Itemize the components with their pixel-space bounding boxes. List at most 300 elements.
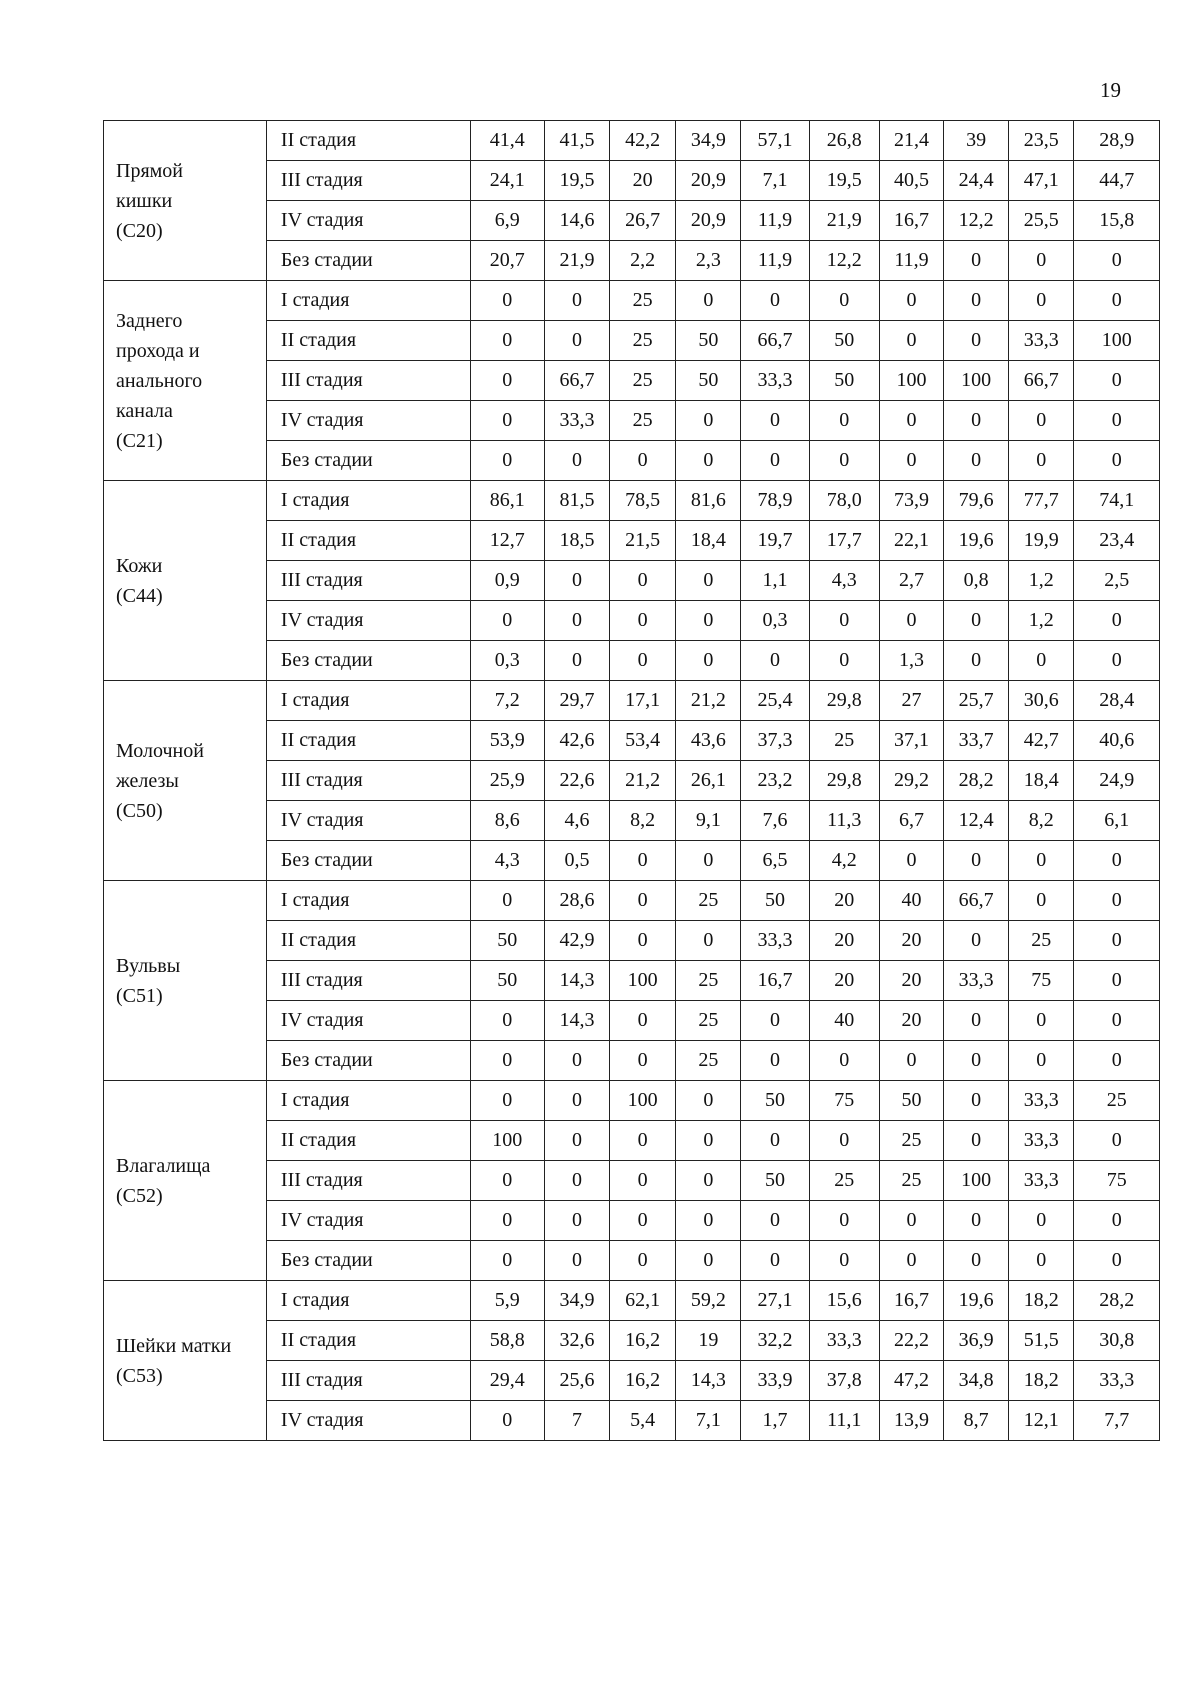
value-cell: 8,7 [944,1401,1009,1441]
value-cell: 17,1 [610,681,676,721]
stage-label: Без стадии [266,441,470,481]
value-cell: 20 [610,161,676,201]
value-cell: 0 [1009,241,1074,281]
value-cell: 0 [676,921,741,961]
value-cell: 0 [1009,1201,1074,1241]
value-cell: 0 [944,1001,1009,1041]
value-cell: 0 [879,601,943,641]
table-row [104,121,1160,161]
value-cell: 0 [470,321,544,361]
value-cell: 1,2 [1009,561,1074,601]
value-cell: 2,2 [610,241,676,281]
value-cell: 0 [610,921,676,961]
value-cell: 1,2 [1009,601,1074,641]
value-cell: 24,9 [1074,761,1160,801]
site-label [104,121,267,281]
value-cell: 7,6 [741,801,809,841]
value-cell: 37,8 [809,1361,879,1401]
value-cell: 20,9 [676,161,741,201]
value-cell: 28,2 [944,761,1009,801]
value-cell: 0 [470,1241,544,1281]
value-cell: 0 [1074,1241,1160,1281]
value-cell: 25 [676,1001,741,1041]
value-cell: 29,8 [809,761,879,801]
value-cell: 0,3 [470,641,544,681]
value-cell: 16,2 [610,1361,676,1401]
value-cell: 41,5 [544,121,609,161]
stage-label: IV стадия [266,1401,470,1441]
value-cell: 19,7 [741,521,809,561]
value-cell: 0 [610,641,676,681]
value-cell: 0 [1074,921,1160,961]
value-cell: 0 [676,1121,741,1161]
site-label-line: (С51) [116,984,163,1007]
value-cell: 34,9 [544,1281,609,1321]
value-cell: 18,4 [1009,761,1074,801]
value-cell: 0 [470,1041,544,1081]
table-row [104,1281,1160,1321]
site-label-line: (С44) [116,584,163,607]
stage-label: IV стадия [266,401,470,441]
value-cell: 36,9 [944,1321,1009,1361]
value-cell: 21,9 [809,201,879,241]
value-cell: 21,2 [676,681,741,721]
stage-label: I стадия [266,481,470,521]
value-cell: 42,7 [1009,721,1074,761]
value-cell: 66,7 [944,881,1009,921]
value-cell: 33,3 [544,401,609,441]
value-cell: 79,6 [944,481,1009,521]
value-cell: 0 [1009,881,1074,921]
value-cell: 0 [1074,961,1160,1001]
value-cell: 22,1 [879,521,943,561]
site-label-line: Кожи [116,554,163,577]
site-label-line: (С21) [116,429,163,452]
value-cell: 12,7 [470,521,544,561]
value-cell: 0 [741,1201,809,1241]
value-cell: 14,3 [544,961,609,1001]
value-cell: 26,8 [809,121,879,161]
value-cell: 0 [676,1161,741,1201]
stage-label: II стадия [266,1321,470,1361]
value-cell: 0 [809,601,879,641]
value-cell: 0 [544,441,609,481]
value-cell: 0 [741,401,809,441]
value-cell: 100 [470,1121,544,1161]
value-cell: 0 [1074,401,1160,441]
value-cell: 8,6 [470,801,544,841]
value-cell: 0 [544,1201,609,1241]
value-cell: 23,2 [741,761,809,801]
value-cell: 13,9 [879,1401,943,1441]
value-cell: 25 [809,721,879,761]
value-cell: 27 [879,681,943,721]
value-cell: 50 [741,1161,809,1201]
stage-label: Без стадии [266,1241,470,1281]
value-cell: 50 [809,321,879,361]
value-cell: 34,9 [676,121,741,161]
value-cell: 25 [676,1041,741,1081]
value-cell: 14,6 [544,201,609,241]
value-cell: 22,6 [544,761,609,801]
value-cell: 0 [610,881,676,921]
value-cell: 42,2 [610,121,676,161]
value-cell: 18,2 [1009,1281,1074,1321]
value-cell: 78,5 [610,481,676,521]
site-label-line: Прямой [116,159,184,182]
value-cell: 33,3 [1009,321,1074,361]
value-cell: 29,8 [809,681,879,721]
value-cell: 0 [676,1241,741,1281]
value-cell: 25,7 [944,681,1009,721]
stage-label: II стадия [266,1121,470,1161]
value-cell: 0 [610,1041,676,1081]
value-cell: 11,3 [809,801,879,841]
value-cell: 0 [944,241,1009,281]
value-cell: 19 [676,1321,741,1361]
stage-label: III стадия [266,961,470,1001]
site-label [104,281,267,481]
value-cell: 16,7 [879,201,943,241]
value-cell: 0 [1074,641,1160,681]
value-cell: 25 [676,961,741,1001]
value-cell: 33,3 [944,961,1009,1001]
value-cell: 15,6 [809,1281,879,1321]
value-cell: 0 [944,1041,1009,1081]
value-cell: 0 [944,321,1009,361]
stage-label: IV стадия [266,201,470,241]
value-cell: 19,5 [809,161,879,201]
value-cell: 23,4 [1074,521,1160,561]
value-cell: 0 [544,1241,609,1281]
value-cell: 29,2 [879,761,943,801]
value-cell: 25 [610,281,676,321]
value-cell: 51,5 [1009,1321,1074,1361]
value-cell: 0 [544,1161,609,1201]
value-cell: 7,1 [676,1401,741,1441]
value-cell: 0 [1074,1121,1160,1161]
value-cell: 15,8 [1074,201,1160,241]
stage-label: Без стадии [266,841,470,881]
value-cell: 0 [544,641,609,681]
stage-label: I стадия [266,881,470,921]
value-cell: 4,3 [470,841,544,881]
value-cell: 40 [879,881,943,921]
value-cell: 26,7 [610,201,676,241]
stage-label: II стадия [266,521,470,561]
value-cell: 0 [1074,241,1160,281]
value-cell: 14,3 [544,1001,609,1041]
value-cell: 42,6 [544,721,609,761]
value-cell: 50 [879,1081,943,1121]
value-cell: 78,0 [809,481,879,521]
stage-label: I стадия [266,281,470,321]
value-cell: 7 [544,1401,609,1441]
value-cell: 16,2 [610,1321,676,1361]
value-cell: 0 [610,1161,676,1201]
value-cell: 53,4 [610,721,676,761]
stage-label: III стадия [266,1161,470,1201]
value-cell: 1,7 [741,1401,809,1441]
value-cell: 19,9 [1009,521,1074,561]
value-cell: 19,6 [944,1281,1009,1321]
value-cell: 0 [676,641,741,681]
value-cell: 25 [1009,921,1074,961]
value-cell: 0 [544,561,609,601]
value-cell: 0 [1074,1201,1160,1241]
value-cell: 78,9 [741,481,809,521]
value-cell: 18,2 [1009,1361,1074,1401]
value-cell: 0 [1009,401,1074,441]
value-cell: 0 [1074,881,1160,921]
table-body [104,121,1160,1441]
value-cell: 0 [741,441,809,481]
value-cell: 29,7 [544,681,609,721]
site-label-line: Влагалища [116,1154,211,1177]
value-cell: 77,7 [1009,481,1074,521]
value-cell: 0 [944,1201,1009,1241]
stage-label: II стадия [266,121,470,161]
value-cell: 0 [809,1201,879,1241]
value-cell: 58,8 [470,1321,544,1361]
value-cell: 25 [809,1161,879,1201]
site-label-line: (С53) [116,1364,163,1387]
value-cell: 5,4 [610,1401,676,1441]
value-cell: 0 [470,441,544,481]
table-row [104,481,1160,521]
stage-label: Без стадии [266,241,470,281]
site-label [104,1081,267,1281]
value-cell: 0,5 [544,841,609,881]
table-row [104,1081,1160,1121]
value-cell: 0 [676,441,741,481]
value-cell: 6,9 [470,201,544,241]
value-cell: 81,6 [676,481,741,521]
value-cell: 11,9 [741,201,809,241]
value-cell: 57,1 [741,121,809,161]
site-label-line: Вульвы [116,954,181,977]
value-cell: 28,9 [1074,121,1160,161]
value-cell: 86,1 [470,481,544,521]
value-cell: 25,6 [544,1361,609,1401]
value-cell: 0 [879,1201,943,1241]
value-cell: 0 [944,601,1009,641]
value-cell: 0 [676,1201,741,1241]
value-cell: 17,7 [809,521,879,561]
value-cell: 9,1 [676,801,741,841]
site-label-line: прохода и [116,339,200,362]
value-cell: 37,1 [879,721,943,761]
value-cell: 0 [809,641,879,681]
value-cell: 33,7 [944,721,1009,761]
value-cell: 0 [1009,281,1074,321]
value-cell: 0 [944,1081,1009,1121]
stage-label: III стадия [266,161,470,201]
value-cell: 25 [610,361,676,401]
value-cell: 62,1 [610,1281,676,1321]
value-cell: 0 [944,281,1009,321]
value-cell: 50 [676,361,741,401]
value-cell: 0 [1009,1001,1074,1041]
value-cell: 0 [544,601,609,641]
stage-label: III стадия [266,761,470,801]
value-cell: 0 [470,1161,544,1201]
value-cell: 8,2 [610,801,676,841]
site-label-line: (С52) [116,1184,163,1207]
value-cell: 50 [809,361,879,401]
value-cell: 0 [879,321,943,361]
value-cell: 47,1 [1009,161,1074,201]
value-cell: 33,3 [1009,1081,1074,1121]
stage-label: II стадия [266,921,470,961]
value-cell: 20 [809,921,879,961]
value-cell: 8,2 [1009,801,1074,841]
value-cell: 100 [944,1161,1009,1201]
value-cell: 4,2 [809,841,879,881]
value-cell: 53,9 [470,721,544,761]
value-cell: 0 [1074,1041,1160,1081]
value-cell: 0 [741,1241,809,1281]
value-cell: 30,6 [1009,681,1074,721]
value-cell: 0 [741,641,809,681]
table-row [104,681,1160,721]
value-cell: 27,1 [741,1281,809,1321]
value-cell: 24,1 [470,161,544,201]
value-cell: 0 [1009,1041,1074,1081]
site-label-line: (С50) [116,799,163,822]
value-cell: 39 [944,121,1009,161]
value-cell: 22,2 [879,1321,943,1361]
value-cell: 66,7 [741,321,809,361]
value-cell: 1,1 [741,561,809,601]
value-cell: 43,6 [676,721,741,761]
value-cell: 12,4 [944,801,1009,841]
value-cell: 0 [470,881,544,921]
value-cell: 40 [809,1001,879,1041]
value-cell: 33,3 [809,1321,879,1361]
value-cell: 28,2 [1074,1281,1160,1321]
page-number: 19 [1100,78,1121,102]
value-cell: 0 [470,361,544,401]
value-cell: 0 [470,1401,544,1441]
value-cell: 0 [1009,841,1074,881]
value-cell: 0 [544,1121,609,1161]
value-cell: 0 [809,1241,879,1281]
stage-label: IV стадия [266,601,470,641]
value-cell: 29,4 [470,1361,544,1401]
value-cell: 50 [470,961,544,1001]
site-label [104,681,267,881]
value-cell: 19,6 [944,521,1009,561]
value-cell: 4,3 [809,561,879,601]
value-cell: 0 [470,1001,544,1041]
value-cell: 0 [470,1081,544,1121]
value-cell: 41,4 [470,121,544,161]
stage-label: II стадия [266,321,470,361]
value-cell: 0 [544,1081,609,1121]
value-cell: 0 [544,321,609,361]
value-cell: 100 [1074,321,1160,361]
value-cell: 100 [879,361,943,401]
value-cell: 2,5 [1074,561,1160,601]
value-cell: 20,7 [470,241,544,281]
value-cell: 50 [741,881,809,921]
value-cell: 0 [809,1121,879,1161]
value-cell: 2,3 [676,241,741,281]
value-cell: 0 [610,1001,676,1041]
value-cell: 33,3 [1009,1121,1074,1161]
value-cell: 26,1 [676,761,741,801]
value-cell: 6,7 [879,801,943,841]
value-cell: 0 [741,281,809,321]
value-cell: 20 [879,961,943,1001]
value-cell: 0,9 [470,561,544,601]
site-label-line: канала [116,399,173,422]
value-cell: 28,6 [544,881,609,921]
value-cell: 0 [1009,1241,1074,1281]
value-cell: 2,7 [879,561,943,601]
value-cell: 14,3 [676,1361,741,1401]
value-cell: 0 [879,1241,943,1281]
site-label [104,881,267,1081]
value-cell: 25 [610,401,676,441]
value-cell: 12,1 [1009,1401,1074,1441]
table-row [104,881,1160,921]
value-cell: 33,9 [741,1361,809,1401]
value-cell: 0 [470,601,544,641]
value-cell: 0 [610,441,676,481]
value-cell: 0 [610,1121,676,1161]
value-cell: 0 [676,281,741,321]
value-cell: 0 [944,921,1009,961]
value-cell: 16,7 [879,1281,943,1321]
value-cell: 21,5 [610,521,676,561]
value-cell: 0 [879,281,943,321]
value-cell: 0 [944,841,1009,881]
stage-label: I стадия [266,1281,470,1321]
value-cell: 5,9 [470,1281,544,1321]
value-cell: 0 [1074,361,1160,401]
value-cell: 0 [544,281,609,321]
value-cell: 11,9 [741,241,809,281]
value-cell: 25 [676,881,741,921]
value-cell: 20 [879,921,943,961]
value-cell: 100 [944,361,1009,401]
stage-label: III стадия [266,1361,470,1401]
value-cell: 25 [1074,1081,1160,1121]
stage-label: IV стадия [266,1001,470,1041]
site-label-line: Заднего [116,309,183,332]
value-cell: 21,9 [544,241,609,281]
value-cell: 74,1 [1074,481,1160,521]
value-cell: 23,5 [1009,121,1074,161]
stage-label: IV стадия [266,801,470,841]
value-cell: 0 [809,281,879,321]
value-cell: 6,1 [1074,801,1160,841]
value-cell: 20 [809,881,879,921]
value-cell: 0 [676,601,741,641]
stage-label: Без стадии [266,641,470,681]
value-cell: 34,8 [944,1361,1009,1401]
value-cell: 81,5 [544,481,609,521]
value-cell: 40,6 [1074,721,1160,761]
site-label-line: Молочной [116,739,204,762]
value-cell: 0 [610,1201,676,1241]
value-cell: 0 [676,401,741,441]
value-cell: 0 [809,401,879,441]
value-cell: 25,4 [741,681,809,721]
value-cell: 16,7 [741,961,809,1001]
